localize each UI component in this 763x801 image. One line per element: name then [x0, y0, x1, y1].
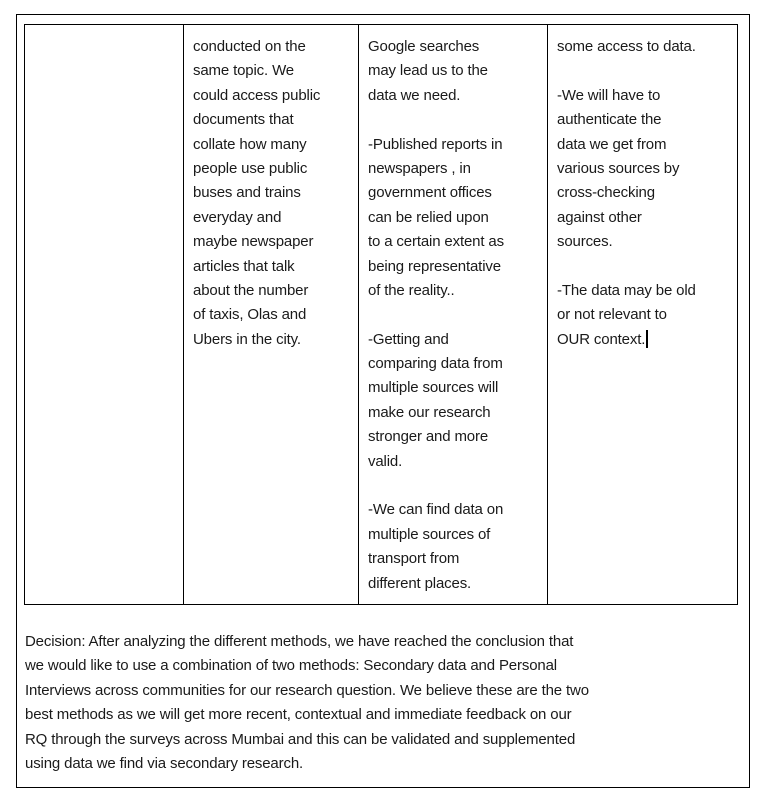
cell-text-line: could access public — [193, 86, 321, 104]
cell-text-line — [368, 303, 504, 327]
cell-text-line: of taxis, Olas and — [193, 306, 307, 324]
column-divider — [547, 24, 548, 604]
cell-text-line: Ubers in the city. — [193, 330, 301, 348]
cell-text-line: make our research — [368, 403, 491, 421]
cell-text-line: authenticate the — [557, 111, 662, 129]
cell-text-line: stronger and more — [368, 428, 489, 446]
decision-text-line: we would like to use a combination of two methods: Secondary data and Personal — [25, 657, 557, 675]
cell-text-line: transport from — [368, 550, 460, 568]
cell-text-line: to a certain extent as — [368, 233, 504, 251]
cell-text-line: cross-checking — [557, 184, 655, 202]
text-cursor — [646, 330, 648, 348]
table-cell-4[interactable] — [557, 35, 696, 352]
cell-text-line: multiple sources of — [368, 525, 491, 543]
cell-text-line: OUR context. — [557, 328, 696, 352]
cell-text-line: collate how many — [193, 135, 307, 153]
cell-text-line: some access to data. — [557, 38, 696, 55]
cell-text-line: conducted on the — [193, 38, 306, 55]
cell-text-line: of the reality.. — [368, 281, 455, 299]
cell-text-line: -We will have to — [557, 86, 661, 104]
cell-text-line: against other — [557, 208, 642, 226]
decision-text-line: Interviews across communities for our research question. We believe these are the two — [25, 681, 589, 699]
cell-text-line: may lead us to the — [368, 62, 488, 80]
cell-text-line: same topic. We — [193, 62, 294, 80]
cell-text-line: comparing data from — [368, 355, 503, 373]
column-divider — [183, 24, 184, 604]
table-cell-2[interactable] — [193, 35, 320, 352]
cell-text-line: people use public — [193, 159, 308, 177]
cell-text-line: multiple sources will — [368, 379, 499, 397]
cell-text-line: being representative — [368, 257, 501, 275]
decision-text-line: RQ through the surveys across Mumbai and this can be validated and supplemented — [25, 730, 576, 748]
cell-text-line: documents that — [193, 111, 294, 129]
cell-text-line: -Published reports in — [368, 135, 503, 153]
cell-text-line: data we get from — [557, 135, 667, 153]
cell-text-line: articles that talk — [193, 257, 295, 275]
cell-text-line: sources. — [557, 233, 613, 251]
cell-text-line: everyday and — [193, 208, 282, 226]
cell-text-line: buses and trains — [193, 184, 301, 202]
cell-text-line: data we need. — [368, 86, 461, 104]
cell-text-line: newspapers , in — [368, 159, 471, 177]
cell-text-line — [368, 474, 504, 498]
cell-text-line: or not relevant to — [557, 306, 667, 324]
cell-text-line: -Getting and — [368, 330, 449, 348]
cell-text-line: valid. — [368, 452, 403, 470]
decision-text-line: best methods as we will get more recent, contextual and immediate feedback on our — [25, 706, 572, 724]
cell-text-line: can be relied upon — [368, 208, 489, 226]
cell-text-line: about the number — [193, 281, 309, 299]
decision-text-line: Decision: After analyzing the different methods, we have reached the conclusion that — [25, 633, 574, 650]
decision-text-line: using data we find via secondary research. — [25, 754, 304, 772]
cell-text-line: different places. — [368, 574, 472, 592]
cell-text-line — [557, 255, 696, 279]
cell-text-line: Google searches — [368, 38, 480, 55]
cell-text-line: various sources by — [557, 159, 680, 177]
table-cell-3[interactable] — [368, 35, 504, 596]
column-divider — [358, 24, 359, 604]
cell-text-line: government offices — [368, 184, 492, 202]
cell-text-line: -The data may be old — [557, 281, 696, 299]
cell-text-line: -We can find data on — [368, 501, 504, 519]
cell-text-line — [368, 108, 504, 132]
cell-text-line — [557, 59, 696, 83]
decision-paragraph[interactable] — [25, 630, 589, 776]
cell-text-line: maybe newspaper — [193, 233, 314, 251]
